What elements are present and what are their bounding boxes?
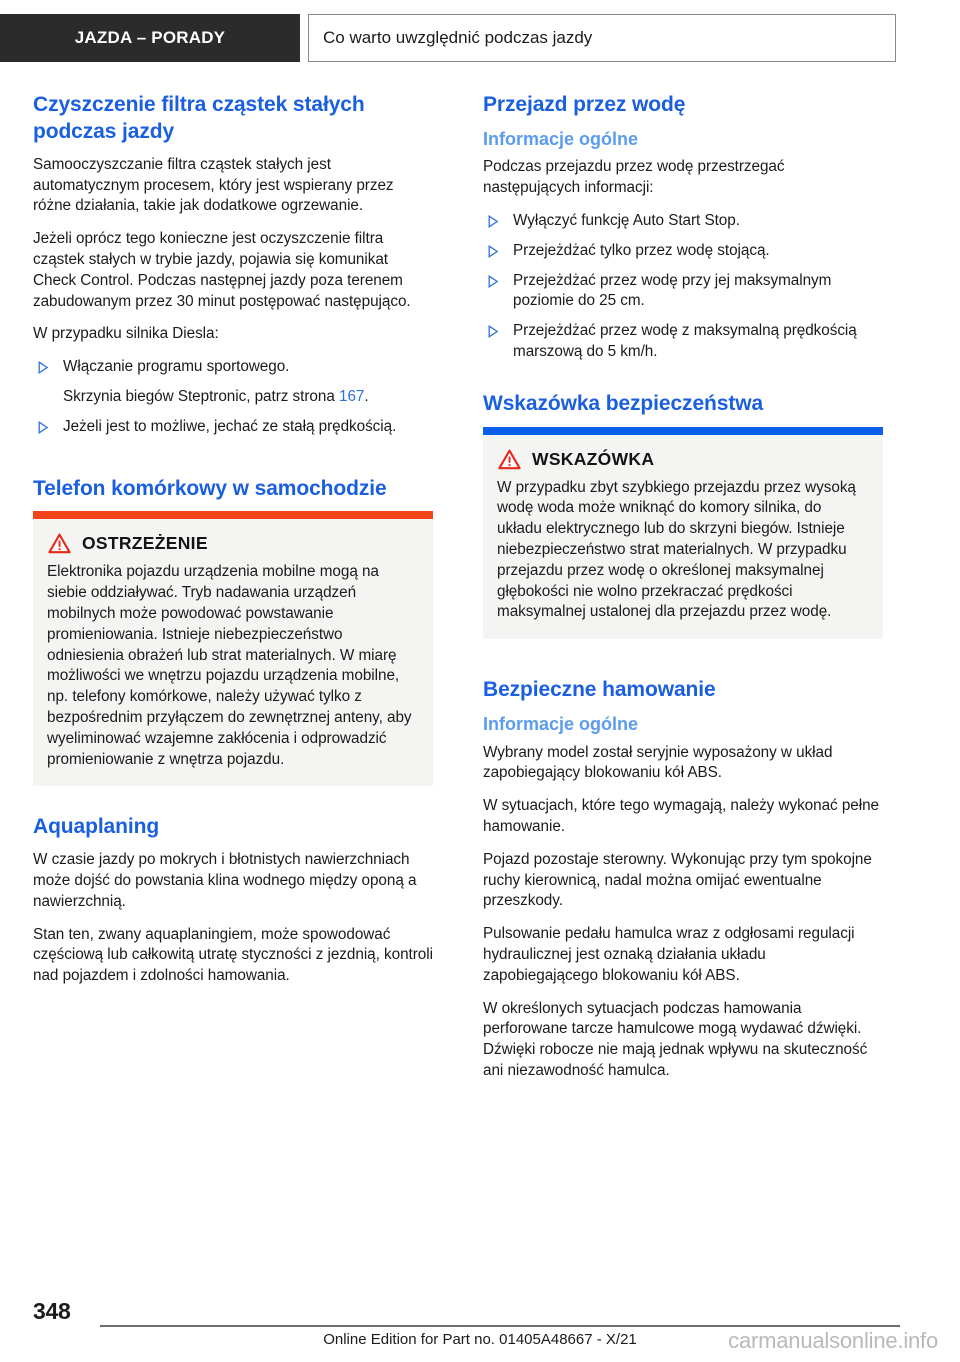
spacer [33, 798, 433, 814]
section-title: Telefon komórkowy w samochodzie [33, 476, 387, 500]
section-safe-braking [483, 677, 883, 1082]
footer-divider [100, 1325, 900, 1327]
right-column [483, 92, 883, 1082]
section-dpf-cleaning [33, 92, 433, 438]
list-item [33, 417, 433, 438]
footer-edition-note: Online Edition for Part no. 01405A48667 - X/21 [323, 1331, 637, 1348]
paragraph: W czasie jazdy po mokrych i błotnistych nawierzchniach może dojść do powstania klina wodnego między oponą a nawierzchnią. [33, 851, 417, 910]
callout-text: W przypadku zbyt szybkiego przejazdu przez wysoką wodę woda może wniknąć do komory silnika, do układu elektrycznego lub do skrzyni biegów. Istnieje niebezpieczeństwo strat materialnych. W przypadku przejazdu przez wodę o określonej maksymalnej głębokości nie wolno przekraczać prędkości maksymalnej ustalonej dla przejazdu przez wodę. [497, 478, 856, 621]
paragraph: Podczas przejazdu przez wodę przestrzegać następujących informacji: [483, 158, 785, 197]
section-mobile-phone [33, 476, 433, 787]
section-title: Wskazówka bezpieczeństwa [483, 391, 764, 415]
spacer [33, 450, 433, 476]
section-subtitle: Informacje ogólne [483, 128, 639, 149]
section-title: Aquaplaning [33, 815, 160, 839]
list-item-label: Przejeżdżać przez wodę z maksymalną prędkością marszową do 5 km/h. [513, 322, 857, 360]
site-watermark: carmanualsonline.info [728, 1328, 938, 1353]
triangle-bullet-icon [488, 275, 499, 288]
paragraph: Pojazd pozostaje sterowny. Wykonując przy tym spokojne ruchy kierownicą, nadal można omijać ewentualne przeszkody. [483, 850, 872, 910]
left-column [33, 92, 433, 987]
cross-reference-line [63, 387, 433, 408]
paragraph: W sytuacjach, które tego wymagają, należy wykonać pełne hamowanie. [483, 797, 880, 835]
triangle-bullet-icon [488, 245, 499, 258]
paragraph: W określonych sytuacjach podczas hamowania perforowane tarcze hamulcowe mogą wydawać dźwięki. Dźwięki robocze nie mają jednak wpływu na skuteczność ani niezawodność hamulca. [483, 999, 868, 1079]
warning-callout [33, 511, 433, 786]
triangle-bullet-icon [488, 325, 499, 338]
warning-triangle-icon [48, 533, 71, 554]
section-safety-note [483, 391, 883, 639]
list-item-label: Przejeżdżać przez wodę przy jej maksymalnym poziomie do 25 cm. [513, 271, 832, 310]
page-number: 348 [33, 1298, 71, 1324]
list-item [483, 321, 883, 363]
spacer [483, 375, 883, 391]
cross-reference-page[interactable]: 167 [338, 387, 365, 405]
list-item [483, 241, 883, 262]
triangle-bullet-icon [488, 215, 499, 228]
triangle-bullet-icon [38, 361, 49, 374]
triangle-bullet-icon [38, 421, 49, 434]
section-tab[interactable] [308, 14, 896, 62]
list-item-label: Wyłączyć funkcję Auto Start Stop. [513, 211, 740, 229]
page-footer [0, 1290, 960, 1362]
section-wading [483, 92, 883, 363]
list-item-label: Włączanie programu sportowego. [63, 358, 290, 376]
paragraph: Stan ten, zwany aquaplaningiem, może spowodować częściową lub całkowitą utratę styczności z jezdnią, kontroli nad pojazdem i zdolności hamowania. [33, 925, 433, 985]
list-item [483, 211, 883, 232]
list-item-label: Jeżeli jest to możliwe, jechać ze stałą prędkością. [63, 417, 397, 435]
paragraph: Jeżeli oprócz tego konieczne jest oczyszczenie filtra cząstek stałych w trybie jazdy, pojawia się komunikat Check Control. Podczas następnej jazdy poza terenem zabudowanym przez 30 minut postępować następująco. [33, 230, 411, 310]
paragraph: Samooczyszczanie filtra cząstek stałych jest automatycznym procesem, który jest wspierany przez różne działania, takie jak dodatkowe ogrzewanie. [33, 155, 394, 215]
note-callout [483, 427, 883, 640]
bullet-list [483, 211, 883, 363]
callout-header [48, 533, 419, 554]
list-item [33, 357, 433, 408]
cross-reference-suffix: . [364, 387, 369, 405]
list-item [483, 271, 883, 313]
section-subtitle: Informacje ogólne [483, 714, 639, 735]
list-item-label: Przejeżdżać tylko przez wodę stojącą. [513, 241, 770, 259]
section-tab-label: Co warto uwzględnić podczas jazdy [323, 28, 593, 47]
section-title: Czyszczenie filtra cząstek stałych podczas jazdy [33, 93, 365, 143]
warning-triangle-icon [498, 449, 521, 470]
spacer [483, 651, 883, 677]
paragraph: W przypadku silnika Diesla: [33, 325, 219, 343]
callout-label: WSKAZÓWKA [532, 448, 655, 469]
chapter-tab[interactable] [0, 14, 300, 62]
chapter-tab-label: JAZDA – PORADY [74, 28, 226, 47]
section-aquaplaning [33, 814, 433, 987]
callout-text: Elektronika pojazdu urządzenia mobilne mogą na siebie oddziaływać. Tryb nadawania urządzeń mobilnych może powodować powstawanie promieniowania. Istnieje niebezpieczeństwo odniesienia obrażeń lub strat materialnych. W miarę możliwości we wnętrzu pojazdu urządzenia mobilne, np. telefony komórkowe, należy używać tylko z bezpośrednim przyłączem do zewnętrznej anteny, aby wyeliminować wzajemne zakłócenia i odprowadzić promieniowanie z wnętrza pojazdu. [47, 563, 412, 768]
bullet-list [33, 357, 433, 437]
cross-reference-text: Skrzynia biegów Steptronic, patrz strona [63, 387, 339, 405]
callout-label: OSTRZEŻENIE [82, 533, 208, 554]
paragraph: Pulsowanie pedału hamulca wraz z odgłosami regulacji hydraulicznej jest oznaką działania układu zapobiegającego blokowaniu kół ABS. [483, 925, 855, 984]
section-title: Przejazd przez wodę [483, 93, 686, 116]
callout-header [498, 449, 869, 470]
section-title: Bezpieczne hamowanie [483, 678, 716, 702]
page-header [0, 14, 960, 62]
paragraph: Wybrany model został seryjnie wyposażony w układ zapobiegający blokowaniu kół ABS. [483, 743, 833, 782]
